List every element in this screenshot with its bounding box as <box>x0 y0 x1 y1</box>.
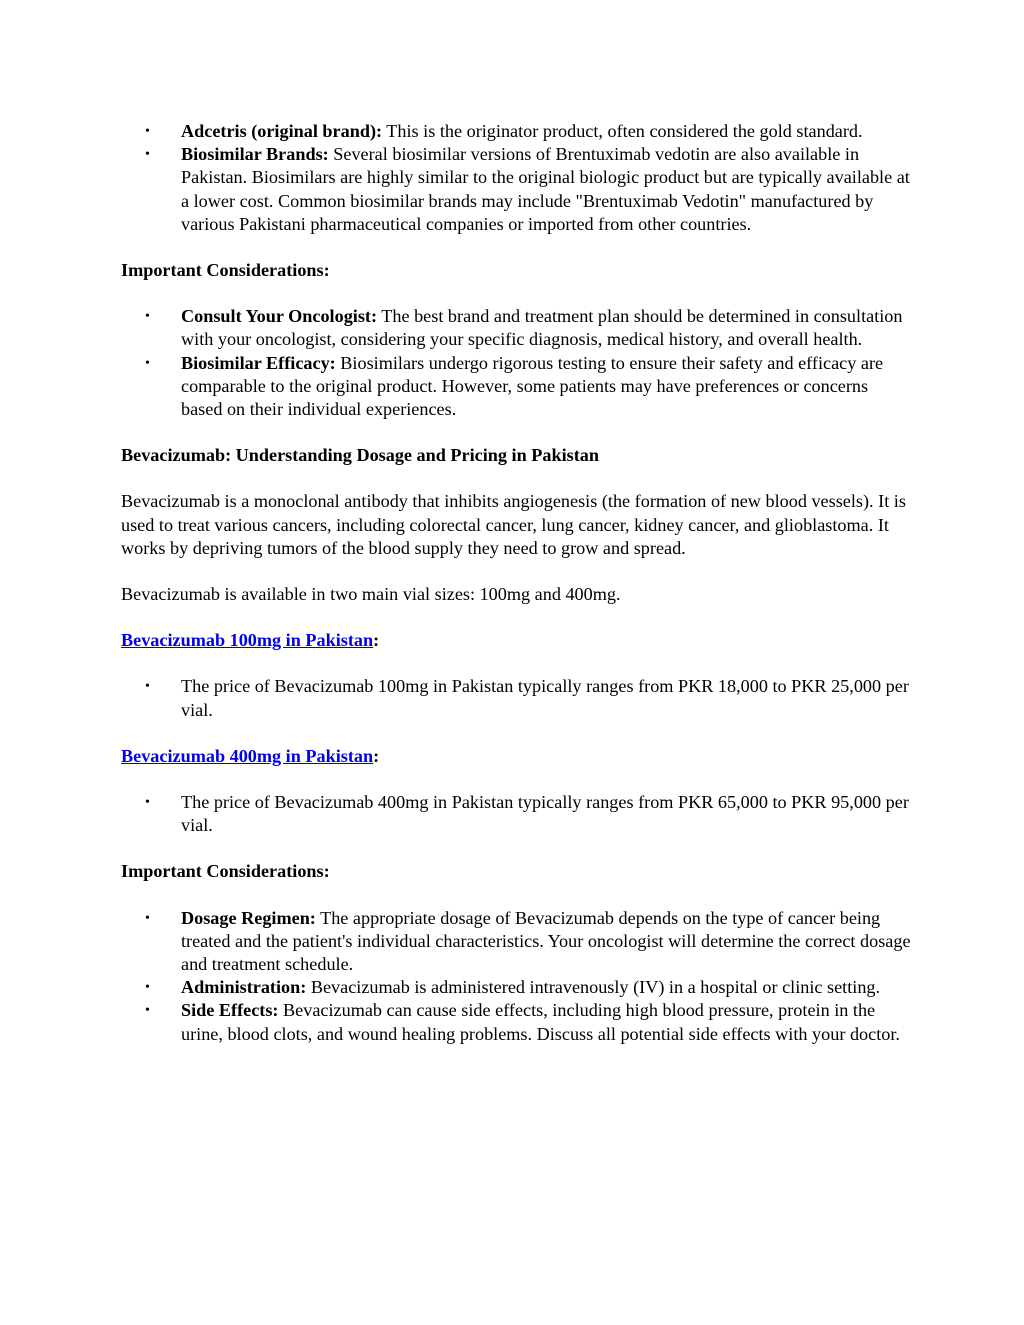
bullet-icon: • <box>145 980 150 996</box>
paragraph-vial-sizes: Bevacizumab is available in two main vial sizes: 100mg and 400mg. <box>121 584 621 605</box>
link-bevacizumab-100mg[interactable]: Bevacizumab 100mg in Pakistan <box>121 630 374 651</box>
item-text: Several biosimilar versions of Brentuximab vedotin are also available in Pakistan. Biosimilars are highly similar to the original biologic product but are typically available at a lower cost. Common biosimilar brands may include "Brentuximab Vedotin" manufactured by various Pakistani pharmaceutical companies or imported from other countries. <box>181 144 910 234</box>
considerations-list <box>121 305 911 421</box>
item-term: Consult Your Oncologist: <box>181 306 378 327</box>
section-heading-important-considerations-2: Important Considerations: <box>121 861 330 882</box>
bullet-icon: • <box>145 124 150 139</box>
bullet-icon: • <box>145 147 150 163</box>
price-400mg-list <box>121 791 911 837</box>
item-text: Biosimilars undergo rigorous testing to ensure their safety and efficacy are comparable to the original product. However, some patients may have preferences or concerns based on their individual experiences. <box>181 352 884 420</box>
bullet-icon: • <box>145 679 150 695</box>
item-term: Side Effects: <box>181 1000 279 1021</box>
list-item-side-effects <box>121 999 911 1045</box>
colon: : <box>373 745 380 766</box>
list-item-consult-oncologist <box>121 305 911 351</box>
item-text: The appropriate dosage of Bevacizumab depends on the type of cancer being treated and the patient's individual characteristics. Your oncologist will determine the correct dosage and treatment schedule. <box>181 907 911 975</box>
document-page <box>121 120 911 1046</box>
section-heading-bevacizumab: Bevacizumab: Understanding Dosage and Pricing in Pakistan <box>121 445 599 466</box>
subheading-400mg <box>121 745 911 768</box>
brand-list <box>121 120 911 236</box>
list-item-biosimilar-brands <box>121 143 911 236</box>
price-100mg-list <box>121 675 911 721</box>
item-term: Dosage Regimen: <box>181 907 316 928</box>
list-item-administration <box>121 976 911 999</box>
item-text: This is the originator product, often considered the gold standard. <box>382 121 863 141</box>
list-item-price-100mg <box>121 675 911 721</box>
link-bevacizumab-400mg[interactable]: Bevacizumab 400mg in Pakistan <box>121 745 374 766</box>
section-heading-important-considerations: Important Considerations: <box>121 260 330 281</box>
colon: : <box>373 630 380 651</box>
item-text: Bevacizumab is administered intravenously (IV) in a hospital or clinic setting. <box>306 977 881 998</box>
bullet-icon: • <box>145 1003 150 1019</box>
item-text: The price of Bevacizumab 100mg in Pakistan typically ranges from PKR 18,000 to PKR 25,000 per vial. <box>181 676 909 720</box>
item-term: Biosimilar Brands: <box>181 144 329 165</box>
item-text: The price of Bevacizumab 400mg in Pakistan typically ranges from PKR 65,000 to PKR 95,000 per vial. <box>181 792 909 836</box>
list-item-adcetris <box>121 120 911 143</box>
list-item-price-400mg <box>121 791 911 837</box>
list-item-dosage-regimen <box>121 907 911 977</box>
bullet-icon: • <box>145 910 150 926</box>
paragraph-bevacizumab-intro: Bevacizumab is a monoclonal antibody that inhibits angiogenesis (the formation of new blood vessels). It is used to treat various cancers, including colorectal cancer, lung cancer, kidney cancer, and glioblastoma. It works by depriving tumors of the blood supply they need to grow and spread. <box>121 491 906 558</box>
bullet-icon: • <box>145 309 150 325</box>
item-text: Bevacizumab can cause side effects, including high blood pressure, protein in the urine, blood clots, and wound healing problems. Discuss all potential side effects with your doctor. <box>181 1000 900 1044</box>
subheading-100mg <box>121 629 911 652</box>
list-item-biosimilar-efficacy <box>121 352 911 422</box>
item-term: Biosimilar Efficacy: <box>181 352 336 373</box>
bullet-icon: • <box>145 795 150 811</box>
bullet-icon: • <box>145 355 150 371</box>
item-term: Adcetris (original brand): <box>181 121 383 141</box>
item-term: Administration: <box>181 977 307 998</box>
bevacizumab-considerations-list <box>121 907 911 1046</box>
item-text: The best brand and treatment plan should be determined in consultation with your oncologist, considering your specific diagnosis, medical history, and overall health. <box>181 306 903 350</box>
